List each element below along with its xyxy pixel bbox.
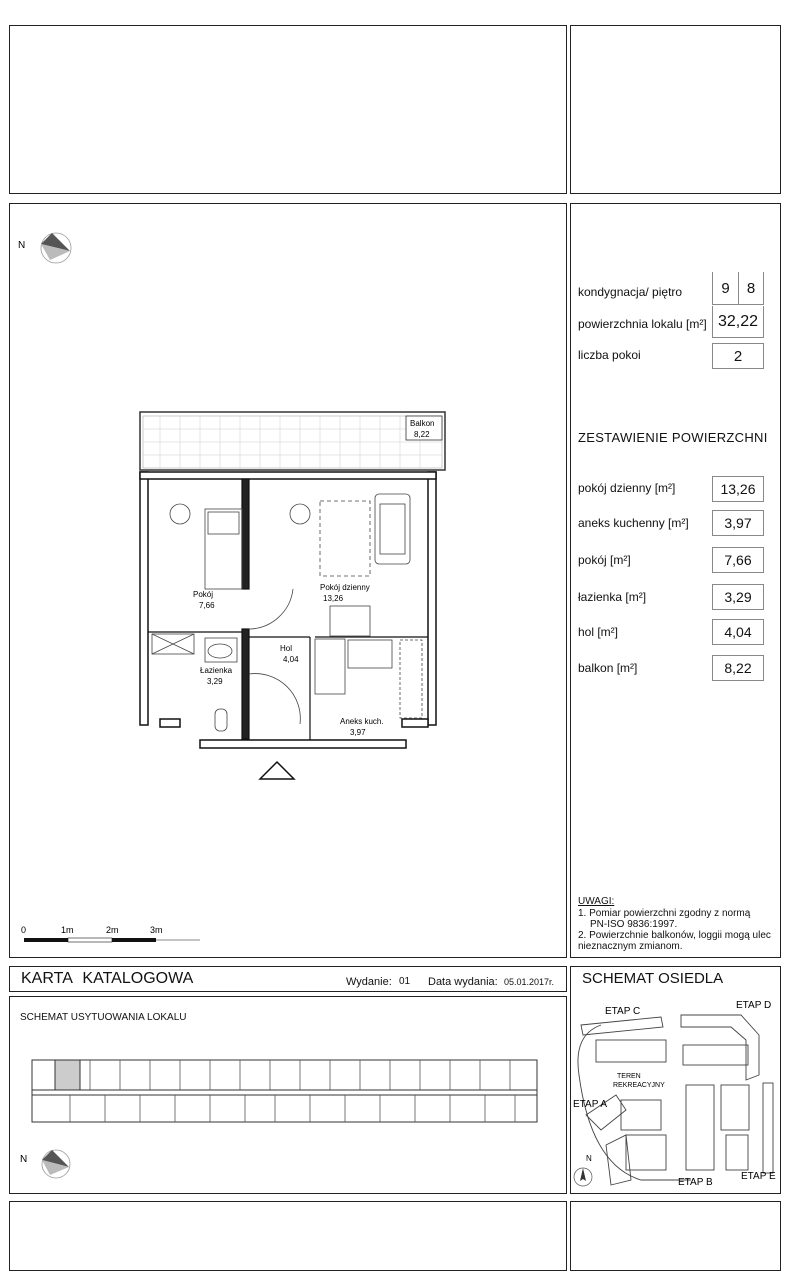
balcony-name: Balkon (410, 419, 435, 428)
estate-label-etap-d: ETAP D (736, 1000, 772, 1011)
summary-label-living: pokój dzienny [m²] (578, 481, 676, 495)
date-label: Data wydania: (428, 976, 498, 988)
summary-title: ZESTAWIENIE POWIERZCHNI (578, 430, 768, 445)
summary-value-hall: 4,04 (712, 619, 764, 645)
room-pokoj-name: Pokój (193, 590, 214, 599)
summary-label-hall: hol [m²] (578, 625, 619, 639)
edition-label: Wydanie: (346, 976, 392, 988)
summary-value-bathroom: 3,29 (712, 584, 764, 610)
estate-north-label: N (586, 1154, 592, 1163)
summary-label-bathroom: łazienka [m²] (578, 590, 647, 604)
summary-label-room: pokój [m²] (578, 553, 631, 567)
summary-value-balcony: 8,22 (712, 655, 764, 681)
room-pokoj-area: 7,66 (199, 601, 215, 610)
edition-value: 01 (399, 976, 411, 987)
floor-number-cell: 8 (738, 272, 764, 305)
estate-north-arrow-icon (574, 1168, 592, 1186)
estate-title: SCHEMAT OSIEDLA (582, 970, 724, 987)
room-hol-name: Hol (280, 644, 293, 653)
scale-label-1: 1m (61, 925, 74, 935)
room-lazienka-area: 3,29 (207, 677, 223, 686)
interior-walls (148, 479, 428, 740)
top-frame-right (570, 25, 781, 194)
room-aneks-area: 3,97 (350, 728, 366, 737)
estate-label-teren: TEREN (617, 1073, 641, 1080)
summary-label-kitchen: aneks kuchenny [m²] (578, 516, 689, 530)
north-label: N (18, 240, 26, 251)
furniture (152, 494, 422, 731)
floor-level-cell: 9 (712, 272, 738, 305)
summary-label-balcony: balkon [m²] (578, 661, 638, 675)
estate-label-etap-e: ETAP E (741, 1171, 776, 1182)
scale-bar (24, 938, 200, 942)
floor-plan (10, 204, 566, 957)
estate-schematic (571, 995, 780, 1193)
notes-line-1: 1. Pomiar powierzchni zgodny z normą (578, 908, 751, 919)
catalog-title: KARTA KATALOGOWA (21, 970, 194, 987)
location-north-arrow-icon (42, 1150, 70, 1178)
floor-label: kondygnacja/ piętro (578, 285, 683, 299)
notes-line-3: 2. Powierzchnie balkonów, loggii mogą ulec (578, 930, 771, 941)
scale-label-0: 0 (21, 925, 27, 935)
top-frame-left (9, 25, 567, 194)
entrance-triangle-icon (260, 762, 294, 779)
estate-label-etap-b: ETAP B (678, 1177, 713, 1188)
summary-value-kitchen: 3,97 (712, 510, 764, 536)
date-value: 05.01.2017r. (504, 977, 555, 987)
scale-label-2: 2m (106, 925, 119, 935)
estate-label-rekreacyjny: REKREACYJNY (613, 1082, 665, 1089)
room-dzienny-area: 13,26 (323, 594, 344, 603)
area-label: powierzchnia lokalu [m²] (578, 317, 707, 331)
estate-label-etap-a: ETAP A (573, 1099, 608, 1110)
balcony-area: 8,22 (414, 430, 430, 439)
location-north-label: N (20, 1154, 28, 1165)
estate-label-etap-c: ETAP C (605, 1006, 641, 1017)
location-schematic (10, 1050, 566, 1190)
notes-line-2: PN-ISO 9836:1997. (590, 919, 678, 930)
rooms-label: liczba pokoi (578, 348, 641, 362)
summary-value-living: 13,26 (712, 476, 764, 502)
north-arrow-icon (41, 233, 71, 263)
scale-label-3: 3m (150, 925, 163, 935)
area-value-cell: 32,22 (712, 306, 764, 338)
bottom-frame-left (9, 1201, 567, 1271)
rooms-value-cell: 2 (712, 343, 764, 369)
room-hol-area: 4,04 (283, 655, 299, 664)
room-aneks-name: Aneks kuch. (340, 717, 384, 726)
bottom-frame-right (570, 1201, 781, 1271)
location-title: SCHEMAT USYTUOWANIA LOKALU (20, 1012, 187, 1023)
room-dzienny-name: Pokój dzienny (320, 583, 370, 592)
room-lazienka-name: Łazienka (200, 666, 233, 675)
summary-value-room: 7,66 (712, 547, 764, 573)
notes-title: UWAGI: (578, 896, 615, 907)
walls (140, 472, 436, 748)
notes-line-4: nieznacznym zmianom. (578, 941, 683, 952)
balcony (140, 412, 445, 470)
